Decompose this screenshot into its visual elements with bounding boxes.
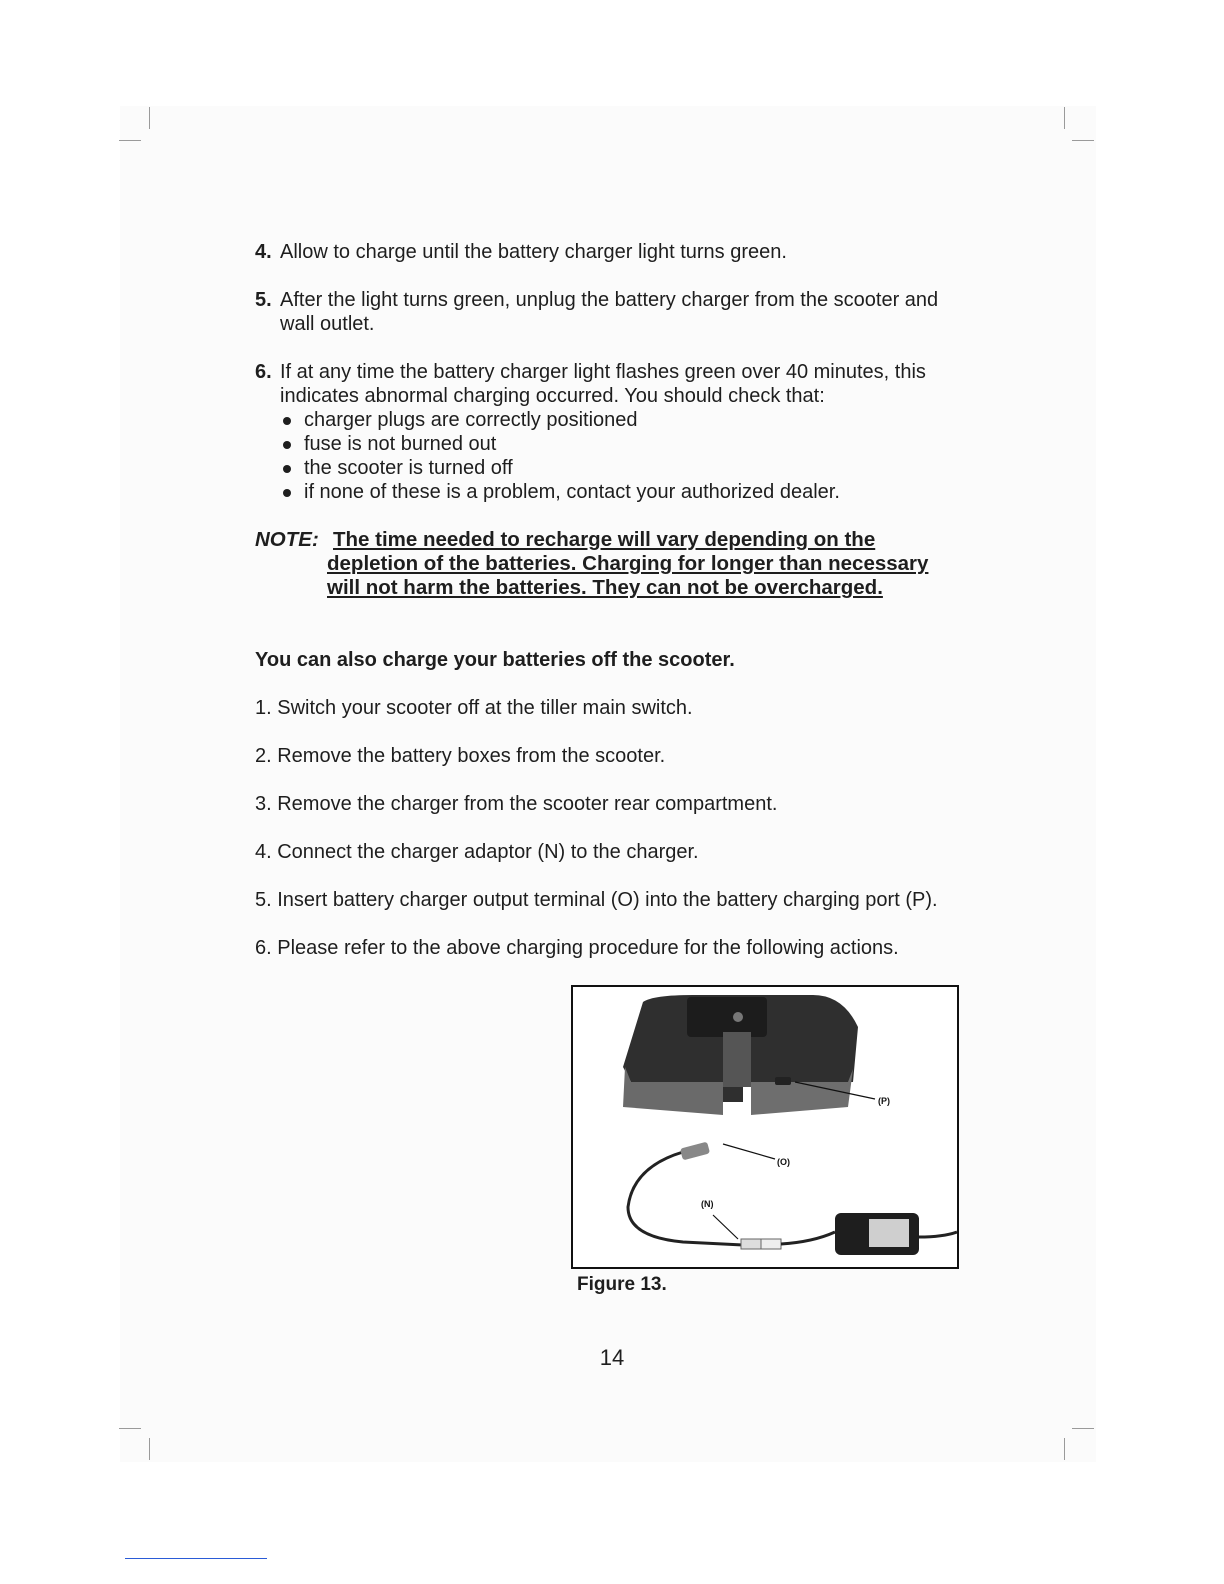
crop-mark bbox=[1064, 107, 1065, 129]
label-n: (N) bbox=[701, 1199, 714, 1209]
crop-mark bbox=[1072, 1428, 1094, 1429]
note-line: will not harm the batteries. They can not be overcharged. bbox=[327, 576, 883, 599]
list-item bbox=[280, 456, 965, 480]
charger-adaptor bbox=[761, 1239, 781, 1249]
crop-mark bbox=[1072, 140, 1094, 141]
bullet-icon bbox=[283, 441, 291, 449]
output-terminal bbox=[680, 1142, 710, 1161]
list-item-text: charger plugs are correctly positioned bbox=[304, 409, 638, 431]
charger-cable bbox=[781, 1232, 835, 1244]
instruction-item bbox=[255, 240, 965, 264]
section-heading: You can also charge your batteries off the scooter. bbox=[255, 649, 735, 671]
step-item: 2. Remove the battery boxes from the scooter. bbox=[255, 745, 666, 767]
crop-mark bbox=[149, 1438, 150, 1460]
battery-center bbox=[723, 1032, 751, 1087]
list-item-text: if none of these is a problem, contact your authorized dealer. bbox=[304, 481, 840, 503]
charger-cable bbox=[628, 1152, 743, 1245]
note-block bbox=[255, 528, 965, 600]
list-item bbox=[280, 408, 965, 432]
crop-mark bbox=[1064, 1438, 1065, 1460]
list-item bbox=[280, 480, 965, 504]
charging-port bbox=[775, 1077, 791, 1085]
crop-mark bbox=[119, 140, 141, 141]
item-number: 5. bbox=[255, 289, 272, 311]
crop-mark bbox=[149, 107, 150, 129]
step-item: 3. Remove the charger from the scooter rear compartment. bbox=[255, 793, 778, 815]
page-content bbox=[255, 240, 965, 984]
bullet-icon bbox=[283, 417, 291, 425]
step-item: 5. Insert battery charger output terminal (O) into the battery charging port (P). bbox=[255, 889, 938, 911]
item-text: If at any time the battery charger light flashes green over 40 minutes, this indicates abnormal charging occurred. You should check that: bbox=[280, 361, 926, 407]
crop-mark bbox=[119, 1428, 141, 1429]
bullet-icon bbox=[283, 489, 291, 497]
check-list bbox=[280, 408, 965, 504]
note-line: The time needed to recharge will vary depending on the bbox=[333, 528, 876, 551]
figure-caption: Figure 13. bbox=[577, 1274, 667, 1295]
figure-13-image bbox=[571, 985, 959, 1269]
list-item-text: the scooter is turned off bbox=[304, 457, 513, 479]
charger-label bbox=[869, 1219, 909, 1247]
item-text: After the light turns green, unplug the battery charger from the scooter and wall outlet. bbox=[280, 289, 939, 335]
item-number: 6. bbox=[255, 361, 272, 383]
step-item: 1. Switch your scooter off at the tiller main switch. bbox=[255, 697, 693, 719]
power-cable bbox=[919, 1232, 957, 1237]
instruction-item bbox=[255, 288, 965, 336]
link-underline bbox=[125, 1558, 267, 1559]
step-item: 6. Please refer to the above charging procedure for the following actions. bbox=[255, 937, 899, 959]
note-line: depletion of the batteries. Charging for longer than necessary bbox=[327, 552, 929, 575]
instruction-item bbox=[255, 360, 965, 504]
list-item bbox=[280, 432, 965, 456]
screw bbox=[733, 1012, 743, 1022]
label-p: (P) bbox=[878, 1096, 890, 1106]
battery-handle bbox=[687, 997, 767, 1037]
label-o: (O) bbox=[777, 1157, 790, 1167]
bullet-icon bbox=[283, 465, 291, 473]
arrow-line bbox=[713, 1215, 738, 1239]
item-number: 4. bbox=[255, 241, 272, 263]
item-text: Allow to charge until the battery charger light turns green. bbox=[280, 241, 787, 263]
note-label: NOTE: bbox=[255, 528, 319, 551]
step-item: 4. Connect the charger adaptor (N) to the charger. bbox=[255, 841, 699, 863]
note-text bbox=[255, 528, 965, 600]
page-number: 14 bbox=[599, 1345, 625, 1370]
arrow-line bbox=[723, 1144, 775, 1159]
charger-adaptor bbox=[741, 1239, 761, 1249]
list-item-text: fuse is not burned out bbox=[304, 433, 497, 455]
battery-charger-illustration bbox=[573, 987, 957, 1267]
